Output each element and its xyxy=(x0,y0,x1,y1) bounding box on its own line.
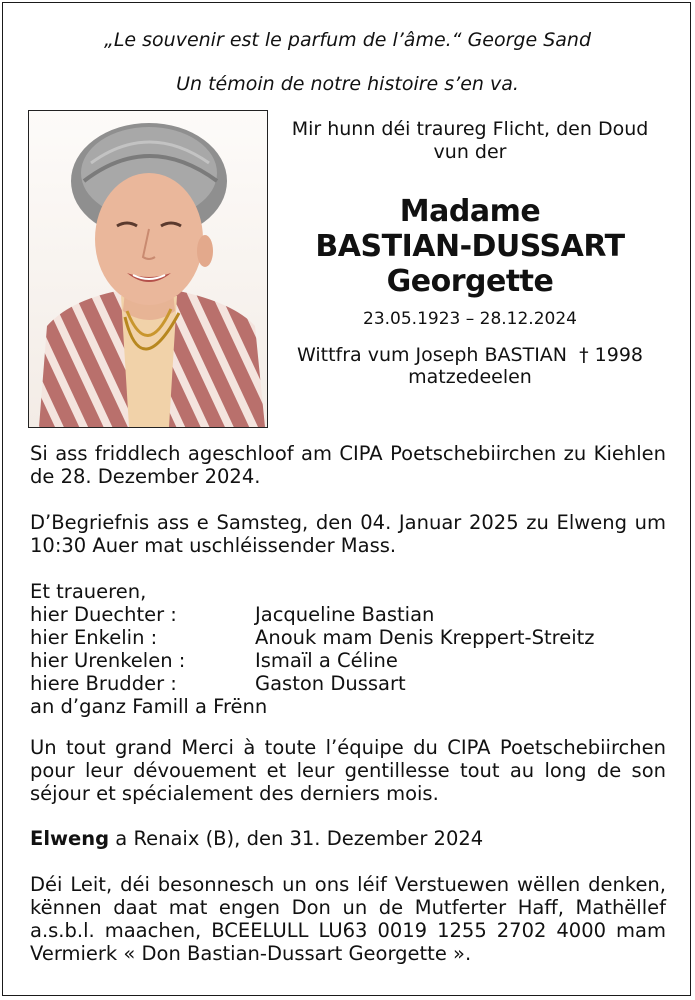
widow-line-2: matzedeelen xyxy=(408,366,532,388)
intro-line-1: Mir hunn déi traureg Flicht, den Doud xyxy=(291,118,649,140)
intro-line-2: vun der xyxy=(433,141,507,163)
mourner-relation: hier Duechter : xyxy=(30,603,177,626)
mourners-intro: Et traueren, xyxy=(30,580,147,603)
intro-text xyxy=(272,118,668,164)
widow-info xyxy=(272,344,668,388)
mourner-names: Jacqueline Bastian xyxy=(255,603,435,626)
name-title: Madame xyxy=(399,194,541,229)
name-firstname: Georgette xyxy=(386,264,554,299)
mourner-relation: hiere Brudder : xyxy=(30,672,177,695)
name-surname: BASTIAN-DUSSART xyxy=(315,229,625,264)
mourner-relation: hier Enkelin : xyxy=(30,626,158,649)
mourner-row xyxy=(30,603,666,626)
thanks-paragraph: Un tout grand Merci à toute l’équipe du CIPA Poetschebiirchen pour leur dévouement et leur gentillesse tout au long de son séjour et spécialement des derniers mois. xyxy=(30,736,666,805)
place-date: a Renaix (B), den 31. Dezember 2024 xyxy=(109,827,484,850)
passing-paragraph: Si ass friddlech ageschloof am CIPA Poetschebiirchen zu Kiehlen de 28. Dezember 2024. xyxy=(30,442,666,488)
mourner-row xyxy=(30,672,666,695)
mourner-names: Anouk mam Denis Kreppert-Streitz xyxy=(255,626,595,649)
portrait-photo xyxy=(28,110,268,428)
mourner-names: Gaston Dussart xyxy=(255,672,406,695)
donation-paragraph: Déi Leit, déi besonnesch un ons léif Verstuewen wëllen denken, kënnen daat mat engen Don un de Mutferter Haff, Mathëllef a.s.b.l. maachen, BCEELULL LU63 0019 1255 2702 4000 mam Vermierk « Don Bastian-Dussart Georgette ». xyxy=(30,873,666,965)
widow-line-1: Wittfra vum Joseph BASTIAN † 1998 xyxy=(296,344,643,366)
mourner-row xyxy=(30,649,666,672)
mourners-outro: an d’ganz Famill a Frënn xyxy=(30,695,268,718)
place-name: Elweng xyxy=(30,827,110,850)
place-date-line xyxy=(30,827,666,850)
quote: „Le souvenir est le parfum de l’âme.“ George Sand xyxy=(103,29,592,51)
mourner-row xyxy=(30,626,666,649)
subtitle: Un témoin de notre histoire s’en va. xyxy=(176,73,519,95)
mourners-list xyxy=(30,580,666,718)
deceased-name xyxy=(272,194,668,299)
mourner-relation: hier Urenkelen : xyxy=(30,649,186,672)
mourner-names: Ismaïl a Céline xyxy=(255,649,398,672)
life-dates: 23.05.1923 – 28.12.2024 xyxy=(363,309,577,329)
funeral-paragraph: D’Begriefnis ass e Samsteg, den 04. Januar 2025 zu Elweng um 10:30 Auer mat uschléissender Mass. xyxy=(30,511,666,557)
